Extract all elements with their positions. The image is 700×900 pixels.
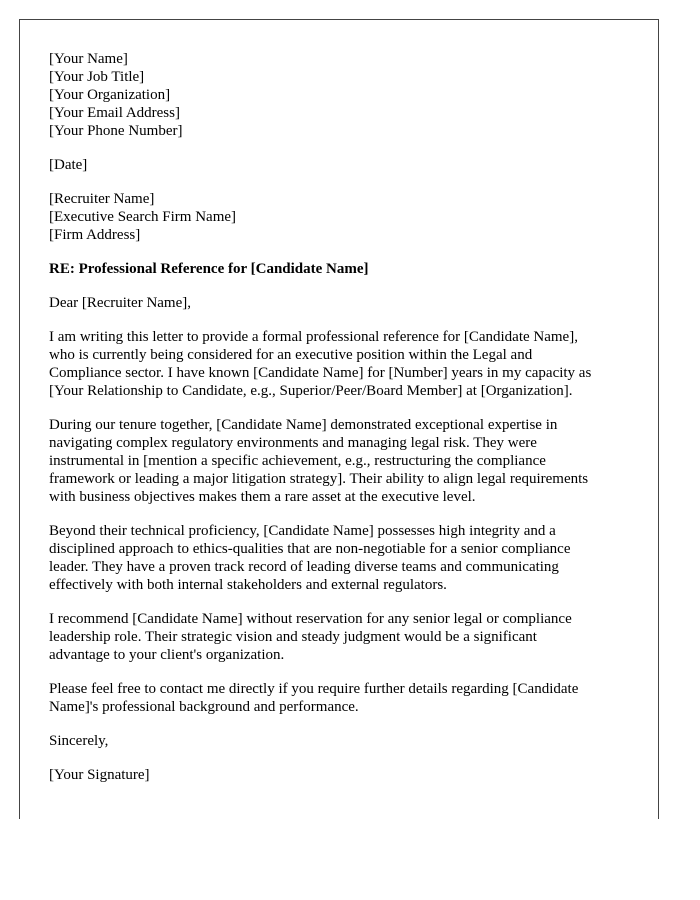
- recipient-name: [Recruiter Name]: [49, 191, 155, 207]
- paragraph-line: with business objectives makes them a rare asset at the executive level.: [49, 489, 476, 505]
- recipient-address-block: [49, 190, 635, 244]
- sender-job-title: [Your Job Title]: [49, 69, 145, 85]
- sender-organization: [Your Organization]: [49, 87, 171, 103]
- sender-name: [Your Name]: [49, 51, 128, 67]
- paragraph-line: During our tenure together, [Candidate Name] demonstrated exceptional expertise in: [49, 417, 558, 433]
- paragraph-line: who is currently being considered for an executive position within the Legal and: [49, 347, 533, 363]
- sender-phone: [Your Phone Number]: [49, 123, 183, 139]
- body-paragraph-3: [49, 522, 635, 594]
- paragraph-line: instrumental in [mention a specific achievement, e.g., restructuring the compliance: [49, 453, 546, 469]
- sender-address-block: [49, 50, 635, 140]
- paragraph-line: Name]'s professional background and performance.: [49, 699, 359, 715]
- letter-content: [49, 50, 635, 800]
- paragraph-line: advantage to your client's organization.: [49, 647, 285, 663]
- paragraph-line: [Your Relationship to Candidate, e.g., Superior/Peer/Board Member] at [Organization].: [49, 383, 573, 399]
- paragraph-line: effectively with both internal stakeholders and external regulators.: [49, 577, 447, 593]
- body-paragraph-4: [49, 610, 635, 664]
- paragraph-line: leader. They have a proven track record of leading diverse teams and communicating: [49, 559, 559, 575]
- sender-email: [Your Email Address]: [49, 105, 180, 121]
- paragraph-line: Please feel free to contact me directly if you require further details regarding [Candidate: [49, 681, 579, 697]
- paragraph-line: disciplined approach to ethics-qualities that are non-negotiable for a senior compliance: [49, 541, 571, 557]
- body-paragraph-5: [49, 680, 635, 716]
- paragraph-line: Compliance sector. I have known [Candidate Name] for [Number] years in my capacity as: [49, 365, 592, 381]
- salutation: Dear [Recruiter Name],: [49, 295, 192, 311]
- closing: Sincerely,: [49, 733, 109, 749]
- paragraph-line: navigating complex regulatory environments and managing legal risk. They were: [49, 435, 537, 451]
- body-paragraph-2: [49, 416, 635, 506]
- signature: [Your Signature]: [49, 767, 150, 783]
- recipient-firm-name: [Executive Search Firm Name]: [49, 209, 237, 225]
- paragraph-line: I am writing this letter to provide a formal professional reference for [Candidate Name],: [49, 329, 578, 345]
- paragraph-line: I recommend [Candidate Name] without reservation for any senior legal or compliance: [49, 611, 572, 627]
- subject-line: RE: Professional Reference for [Candidate Name]: [49, 261, 369, 277]
- recipient-firm-address: [Firm Address]: [49, 227, 141, 243]
- letter-date: [Date]: [49, 157, 88, 173]
- paragraph-line: Beyond their technical proficiency, [Candidate Name] possesses high integrity and a: [49, 523, 556, 539]
- paragraph-line: framework or leading a major litigation strategy]. Their ability to align legal requirements: [49, 471, 589, 487]
- body-paragraph-1: [49, 328, 635, 400]
- letter-page: [19, 19, 659, 819]
- paragraph-line: leadership role. Their strategic vision and steady judgment would be a significant: [49, 629, 537, 645]
